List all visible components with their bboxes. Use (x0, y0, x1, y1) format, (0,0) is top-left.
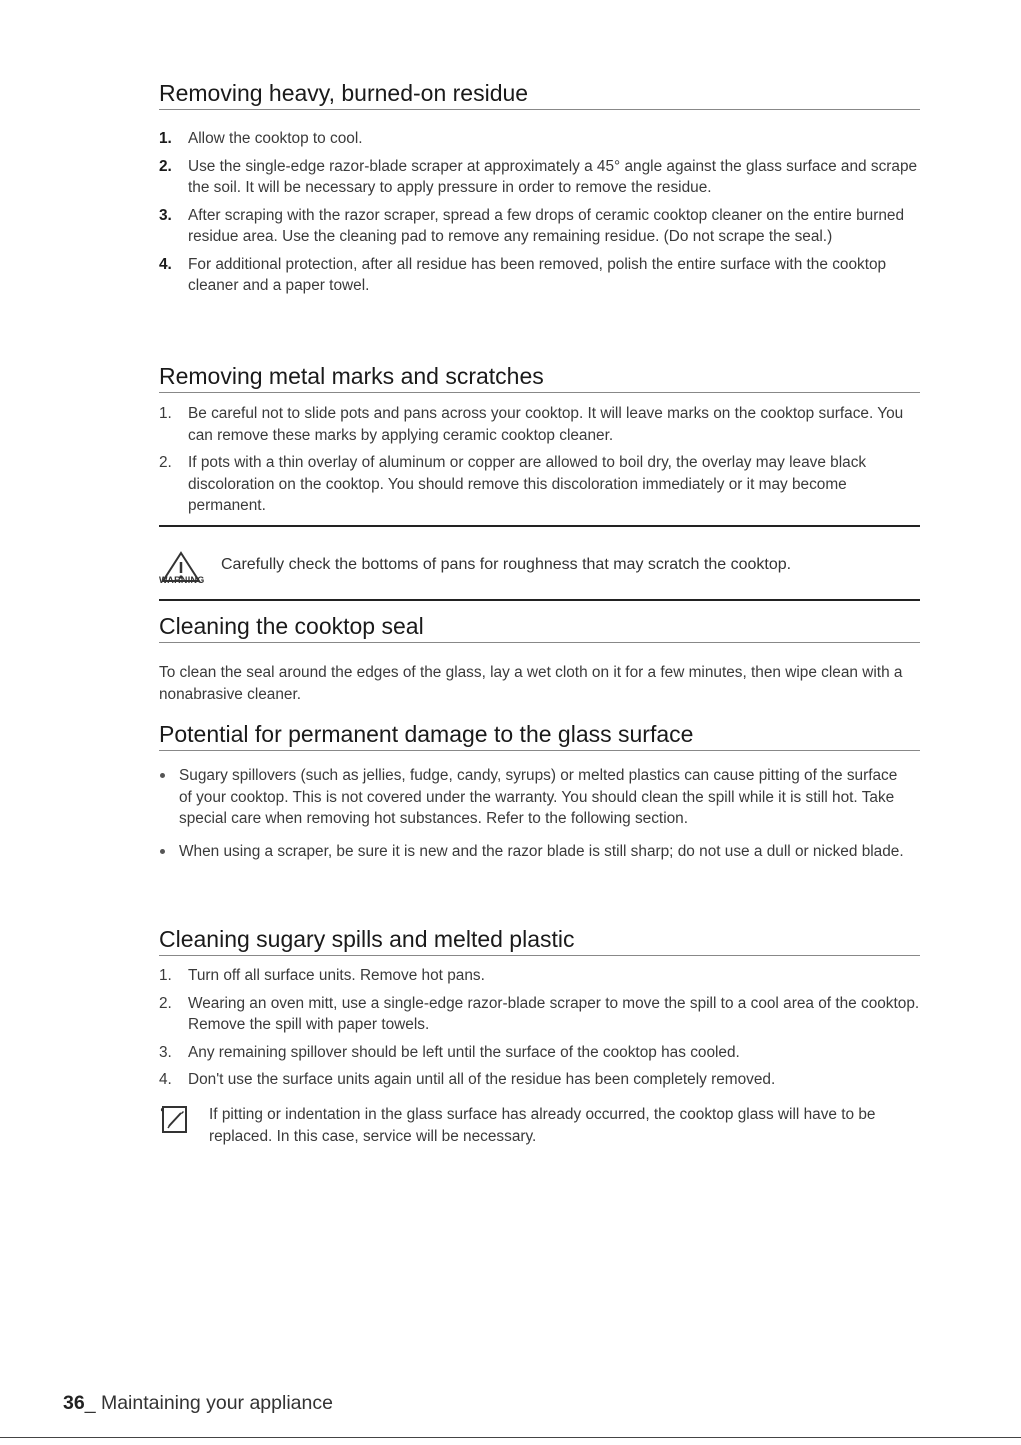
section-title-heavy-residue: Removing heavy, burned-on residue (159, 80, 920, 110)
step-text: Allow the cooktop to cool. (188, 130, 363, 147)
warning-label: WARNING (159, 575, 205, 585)
page-footer (63, 1392, 333, 1415)
step-number: 1. (159, 130, 172, 147)
list-item (159, 254, 919, 297)
step-text: For additional protection, after all residue has been removed, polish the entire surface with the cooktop cleaner and a paper towel. (188, 255, 887, 294)
step-number: 1. (159, 967, 172, 984)
footer-divider (0, 1437, 1021, 1438)
step-text: If pots with a thin overlay of aluminum or copper are allowed to boil dry, the overlay may leave black discoloration on the cooktop. You should remove this discoloration immediately or it may become permanent. (188, 454, 867, 514)
bullet-icon (160, 773, 165, 778)
section-title-permanent-damage: Potential for permanent damage to the glass surface (159, 721, 920, 751)
section-title-metal-marks: Removing metal marks and scratches (159, 363, 920, 393)
step-number: 3. (159, 206, 172, 224)
list-item (159, 1069, 921, 1091)
permanent-damage-bullets (159, 765, 911, 873)
step-number: 4. (159, 1071, 172, 1088)
warning-text: Carefully check the bottoms of pans for roughness that may scratch the cooktop. (221, 556, 792, 573)
metal-marks-steps (159, 403, 921, 523)
step-number: 2. (159, 454, 172, 471)
step-number: 4. (159, 255, 172, 273)
warning-box (159, 525, 920, 601)
bullet-text: Sugary spillovers (such as jellies, fudge, candy, syrups) or melted plastics can cause pitting of the surface of your cooktop. This is not covered under the warranty. You should clean the spill while it is still hot. Take special care when removing hot substances. Refer to the following section. (179, 767, 898, 827)
list-item (159, 128, 919, 150)
list-item (159, 965, 921, 987)
footer-title: _ Maintaining your appliance (84, 1392, 333, 1414)
list-item (159, 156, 919, 199)
list-item (159, 205, 919, 248)
page-number: 36 (63, 1392, 85, 1414)
step-number: 3. (159, 1043, 172, 1061)
step-text: Use the single-edge razor-blade scraper at approximately a 45° angle against the glass surface and scrape the soil. It will be necessary to apply pressure in order to remove the residue. (188, 157, 918, 196)
step-number: 1. (159, 405, 172, 422)
seal-paragraph: To clean the seal around the edges of the glass, lay a wet cloth on it for a few minutes, then wipe clean with a nonabrasive cleaner. (159, 664, 903, 703)
list-item (159, 403, 921, 446)
list-item (159, 1042, 921, 1064)
step-text: Be careful not to slide pots and pans across your cooktop. It will leave marks on the cooktop surface. You can remove these marks by applying ceramic cooktop cleaner. (188, 405, 904, 444)
bullet-text: When using a scraper, be sure it is new and the razor blade is still sharp; do not use a dull or nicked blade. (179, 842, 904, 860)
list-item (159, 993, 921, 1036)
section-title-seal: Cleaning the cooktop seal (159, 613, 920, 643)
step-text: Wearing an oven mitt, use a single-edge razor-blade scraper to move the spill to a cool area of the cooktop. Remove the spill with paper towels. (188, 994, 920, 1033)
step-text: Any remaining spillover should be left until the surface of the cooktop has cooled. (188, 1043, 740, 1061)
list-item (159, 452, 921, 517)
note-icon (160, 1105, 190, 1135)
note-text: If pitting or indentation in the glass surface has already occurred, the cooktop glass will have to be replaced. In this case, service will be necessary. (209, 1106, 876, 1145)
step-number: 2. (159, 157, 172, 175)
bullet-icon (160, 849, 165, 854)
section-title-sugary-spills: Cleaning sugary spills and melted plastic (159, 926, 920, 956)
list-item (159, 841, 911, 863)
sugary-spills-steps (159, 965, 921, 1097)
step-text: After scraping with the razor scraper, spread a few drops of ceramic cooktop cleaner on the entire burned residue area. Use the cleaning pad to remove any remaining residue. (Do not scrape the seal.) (188, 206, 905, 245)
step-number: 2. (159, 994, 172, 1012)
step-text: Turn off all surface units. Remove hot pans. (188, 967, 485, 984)
list-item (159, 765, 911, 830)
heavy-residue-steps (159, 128, 919, 303)
step-text: Don't use the surface units again until all of the residue has been completely removed. (188, 1071, 776, 1088)
